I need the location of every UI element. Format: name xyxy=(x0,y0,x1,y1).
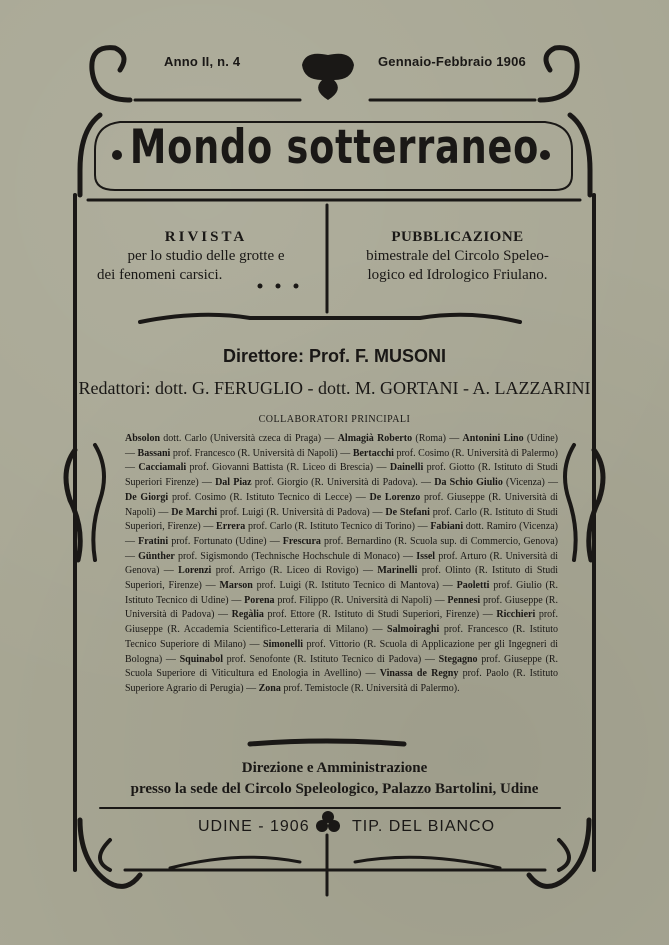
collaborator-name: Porena xyxy=(244,594,275,606)
collaborator-details: prof. Cosimo (R. Università di Palermo) — xyxy=(125,447,559,474)
collaborator-details: prof. Francesco (R. Università di Napoli) — xyxy=(170,447,353,459)
right-box-line2: logico ed Idrologico Friulano. xyxy=(367,267,548,283)
collaborator-name: Frescura xyxy=(282,535,321,547)
collaborator-name: Dainelli xyxy=(389,462,424,474)
collaborator-name: Absolon xyxy=(125,433,161,444)
issue-number: Anno II, n. 4 xyxy=(164,54,241,69)
right-box-line1: bimestrale del Circolo Speleo- xyxy=(366,248,549,264)
collaborator-name: De Lorenzo xyxy=(369,491,421,503)
left-box xyxy=(95,228,317,285)
collaborator-details: prof. Giulio (R. Istituto Tecnico di Udine) — xyxy=(125,580,559,606)
left-box-heading: RIVISTA xyxy=(164,229,248,245)
collaborator-name: Bertacchi xyxy=(352,447,394,459)
collaborator-name: Vinassa de Regny xyxy=(379,668,459,680)
direzione xyxy=(0,758,669,800)
collaborator-details: prof. Carlo (R. Istituto Tecnico di Torino) — xyxy=(245,521,431,533)
collaborator-details: prof. Sigismondo (Technische Hochschule di Monaco) — xyxy=(174,550,417,562)
footer-place-year: UDINE - 1906 xyxy=(198,818,310,835)
collaborator-details: prof. Vittorio (R. Scuola di Applicazione per gli Ingegneri di Bologna) — xyxy=(125,638,558,665)
collaborator-name: Issel xyxy=(416,550,436,562)
direzione-line2: presso la sede del Circolo Speleologico, Palazzo Bartolini, Udine xyxy=(130,781,539,797)
collaborator-details: dott. Ramiro (Vicenza) — xyxy=(125,521,558,547)
collaborator-name: Marson xyxy=(219,580,253,592)
collaborator-details: prof. Giuseppe (R. Università di Napoli) — xyxy=(125,491,558,518)
collaboratori-heading: COLLABORATORI PRINCIPALI xyxy=(258,414,411,425)
collaborator-details: prof. Giuseppe (R. Scuola Superiore di Viticultura ed Enologia in Avellino) — xyxy=(125,653,559,680)
collaborator-details: prof. Giotto (R. Istituto di Studi Superiori Firenze) — xyxy=(125,462,559,489)
collaborator-name: Errera xyxy=(216,521,246,533)
collaborator-name: De Giorgi xyxy=(125,491,169,503)
collaborator-name: Salmoiraghi xyxy=(387,624,440,636)
right-box xyxy=(345,228,570,285)
left-box-line2: dei fenomeni carsici. xyxy=(97,267,223,283)
collaborator-name: Bassani xyxy=(137,447,171,459)
collaborator-name: Simonelli xyxy=(263,638,304,650)
collaborator-name: Pennesi xyxy=(447,594,481,606)
collaborator-name: Zona xyxy=(258,682,281,694)
collaborator-details: prof. Carlo (R. Istituto di Studi Superiori, Firenze) — xyxy=(125,506,558,533)
collaborator-name: Fabiani xyxy=(430,521,464,533)
collaborator-name: Stegagno xyxy=(438,653,478,665)
collaborator-details: prof. Giuseppe (R. Università di Padova) — xyxy=(125,594,558,621)
collaborator-details: dott. Carlo (Università czeca di Praga) — xyxy=(160,433,338,444)
collaborator-details: prof. Senofonte (R. Istituto Tecnico di Padova) — xyxy=(222,653,439,665)
left-box-line1: per lo studio delle grotte e xyxy=(127,248,285,264)
collaborator-details: prof. Arrigo (R. Liceo di Rovigo) — xyxy=(211,565,378,577)
collaborator-details: prof. Giovanni Battista (R. Liceo di Brescia) — xyxy=(186,462,390,474)
collaborator-details: prof. Paolo (R. Istituto Superiore Agrario di Perugia) — xyxy=(125,668,558,694)
collaborator-details: prof. Bernardino (R. Scuola sup. di Commercio, Genova) — xyxy=(125,535,558,562)
redattori: Redattori: dott. G. FERUGLIO - dott. M. GORTANI - A. LAZZARINI xyxy=(78,378,591,398)
collaborator-details: prof. Fortunato (Udine) — xyxy=(168,535,283,547)
collaborator-details: prof. Ettore (R. Istituto di Studi Superiori, Firenze) — xyxy=(263,609,497,621)
collaborator-name: Cacciamali xyxy=(138,462,187,474)
collaborator-name: Günther xyxy=(138,550,175,562)
collaborator-name: Marinelli xyxy=(377,565,418,577)
collaborator-name: Lorenzi xyxy=(178,565,212,577)
collaborator-name: Paoletti xyxy=(456,580,490,592)
footer-printer: TIP. DEL BIANCO xyxy=(352,818,496,835)
collaborator-details: (Roma) — xyxy=(412,433,463,444)
collaborator-details: prof. Luigi (R. Università di Padova) — xyxy=(217,506,386,518)
collaborator-details: prof. Olinto (R. Istituto di Studi Superiori, Firenze) — xyxy=(125,565,559,592)
collaborator-name: De Marchi xyxy=(171,506,218,518)
collaborator-details: prof. Temistocle (R. Università di Palermo). xyxy=(280,682,460,694)
collaborator-details: (Vicenza) — xyxy=(502,477,558,489)
collaborator-name: Dal Piaz xyxy=(215,477,252,489)
collaborator-details: prof. Filippo (R. Università di Napoli) — xyxy=(274,594,448,606)
magazine-title: Mondo sotterraneo xyxy=(129,120,540,175)
collaborator-details: prof. Luigi (R. Istituto Tecnico di Mantova) — xyxy=(252,580,457,592)
collaboratori-list xyxy=(125,432,558,697)
collaborator-details: prof. Giuseppe (R. Accademia Scientifico-Letteraria di Milano) — xyxy=(125,609,559,636)
collaborator-details: prof. Giorgio (R. Università di Padova). — xyxy=(251,477,435,489)
right-box-heading: PUBBLICAZIONE xyxy=(391,229,524,245)
collaborator-name: Almagià Roberto xyxy=(337,433,413,444)
collaborator-details: prof. Cosimo (R. Istituto Tecnico di Lecce) — xyxy=(168,491,370,503)
collaborator-name: Squinabol xyxy=(179,653,223,665)
collaborator-details: (Udine) — xyxy=(125,433,558,459)
collaborator-name: Fratini xyxy=(138,535,169,547)
collaborator-name: Ricchieri xyxy=(496,609,536,621)
issue-date: Gennaio-Febbraio 1906 xyxy=(378,54,526,69)
direzione-line1: Direzione e Amministrazione xyxy=(241,760,428,776)
collaborator-details: prof. Francesco (R. Istituto Tecnico Superiore di Milano) — xyxy=(125,624,558,650)
collaborator-details: prof. Arturo (R. Università di Genova) — xyxy=(125,550,559,577)
direttore: Direttore: Prof. F. MUSONI xyxy=(222,346,446,366)
collaborator-name: Antonini Lino xyxy=(462,433,524,444)
collaborator-name: Regàlia xyxy=(231,609,264,621)
collaborator-name: De Stefani xyxy=(385,506,430,518)
collaborator-name: Da Schio Giulio xyxy=(434,477,503,489)
